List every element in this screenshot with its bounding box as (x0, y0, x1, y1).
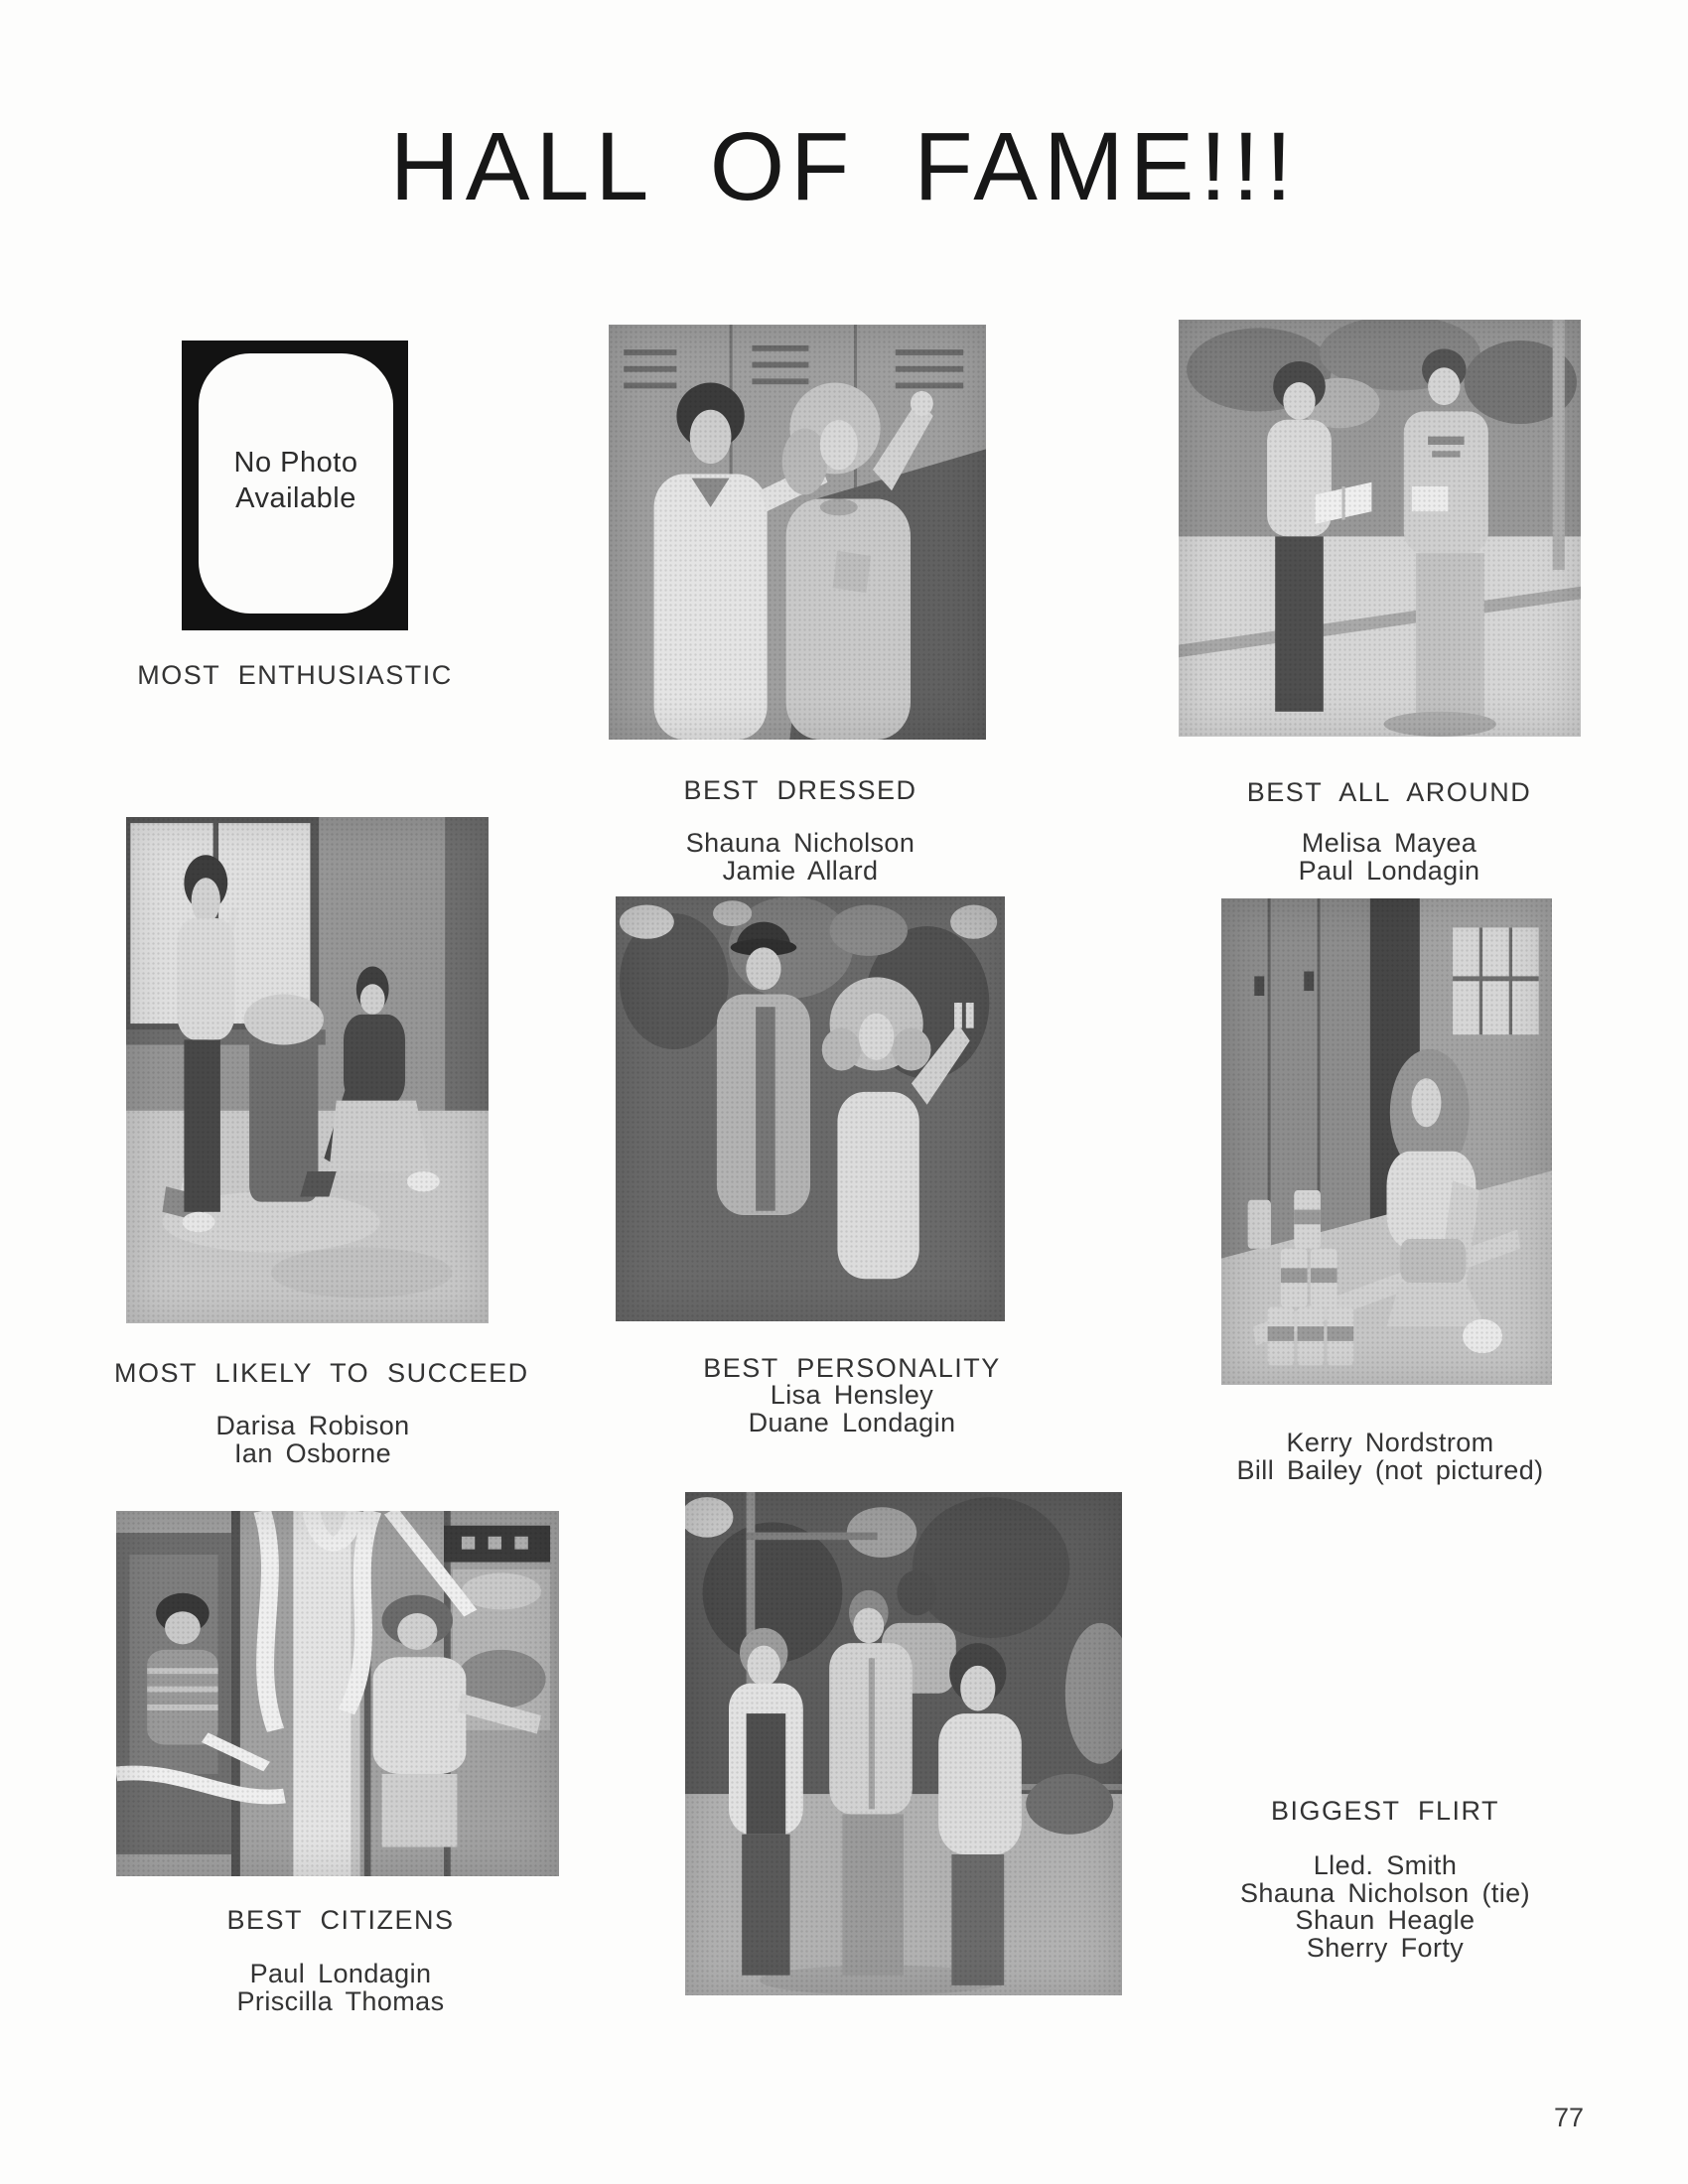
award-title-biggest-flirt: BIGGEST FLIRT (1270, 1796, 1500, 1826)
photo-best-dressed-art (609, 325, 986, 740)
caption-best-dressed (602, 777, 999, 885)
award-name: Jamie Allard (722, 855, 879, 886)
award-title-best-citizens: BEST CITIZENS (226, 1905, 455, 1935)
award-name: Melisa Mayea (1301, 828, 1477, 858)
page-title: HALL OF FAME!!! (389, 112, 1299, 220)
caption-soda-stack (1192, 1430, 1589, 1484)
photo-best-personality-art (616, 896, 1005, 1321)
photo-best-all-around (1179, 320, 1581, 737)
caption-best-all-around (1191, 779, 1588, 885)
photo-best-all-around-art (1179, 320, 1581, 737)
award-name: Lisa Hensley (770, 1380, 934, 1410)
award-name: Paul Londagin (249, 1959, 432, 1988)
award-name: Sherry Forty (1306, 1932, 1465, 1963)
award-name: Kerry Nordstrom (1286, 1428, 1494, 1457)
page-number: 77 (1553, 2103, 1585, 2132)
caption-best-personality (653, 1355, 1051, 1436)
photo-soda-stack-art (1221, 898, 1552, 1385)
photo-group-outdoors (685, 1492, 1122, 1995)
award-name: Darisa Robison (215, 1411, 410, 1440)
award-name: Paul Londagin (1298, 855, 1480, 886)
award-name: Ian Osborne (234, 1437, 391, 1468)
photo-soda-stack (1221, 898, 1552, 1385)
photo-best-dressed (609, 325, 986, 740)
award-name: Priscilla Thomas (236, 1985, 445, 2016)
no-photo-frame (182, 341, 408, 630)
photo-best-personality (616, 896, 1005, 1321)
award-title-most-enthusiastic: MOST ENTHUSIASTIC (137, 660, 453, 690)
photo-most-likely-to-succeed (126, 817, 489, 1323)
no-photo-card (199, 353, 393, 614)
photo-best-citizens (116, 1511, 559, 1876)
award-title-best-dressed: BEST DRESSED (683, 775, 917, 805)
photo-best-citizens-art (116, 1511, 559, 1876)
award-title-most-likely-to-succeed: MOST LIKELY TO SUCCEED (114, 1358, 529, 1388)
caption-most-likely-to-succeed (114, 1358, 529, 1468)
photo-group-outdoors-art (685, 1492, 1122, 1995)
award-name: Shaun Heagle (1295, 1905, 1476, 1935)
no-photo-line1: No Photo (233, 447, 358, 478)
award-title-best-personality: BEST PERSONALITY (703, 1353, 1001, 1383)
award-name: Bill Bailey (not pictured) (1236, 1454, 1544, 1485)
award-name: Lled. Smith (1313, 1850, 1458, 1880)
photo-most-likely-art (126, 817, 489, 1323)
caption-biggest-flirt (1187, 1798, 1584, 1962)
award-name: Duane Londagin (748, 1407, 956, 1437)
caption-best-citizens (142, 1907, 539, 2015)
no-photo-text (199, 445, 393, 516)
award-name: Shauna Nicholson (685, 828, 915, 858)
no-photo-line2: Available (235, 482, 356, 514)
caption-most-enthusiastic (96, 662, 493, 689)
award-title-best-all-around: BEST ALL AROUND (1246, 777, 1532, 807)
award-name: Shauna Nicholson (tie) (1240, 1877, 1530, 1908)
